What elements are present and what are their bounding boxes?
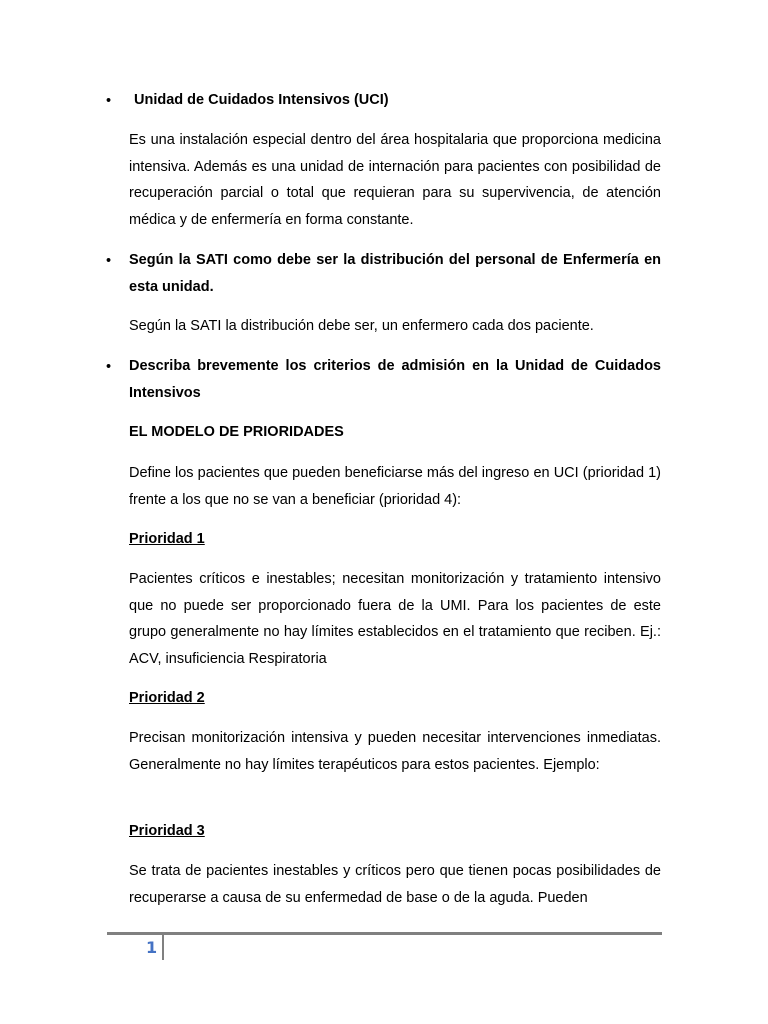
bullet-marker: • — [106, 253, 112, 269]
uci-paragraph: Es una instalación especial dentro del área hospitalaria que proporciona medicina intensiva. Además es una unidad de internación para pacientes con posibilidad de recuperación parcial o total que requieran para su supervivencia, de atención médica y de enfermería en forma constante. — [129, 132, 661, 228]
prioridad-2-paragraph: Precisan monitorización intensiva y pueden necesitar intervenciones inmediatas. Generalmente no hay límites terapéuticos para estos pacientes. Ejemplo: — [129, 730, 661, 773]
prioridad-3-heading: Prioridad 3 — [129, 823, 205, 839]
page-number: 1 — [146, 938, 158, 957]
prioridad-3-paragraph: Se trata de pacientes inestables y críticos pero que tienen pocas posibilidades de recuperarse a causa de su enfermedad de base o de la aguda. Pueden — [129, 863, 661, 906]
sati-heading: Según la SATI como debe ser la distribución del personal de Enfermería en esta unidad. — [129, 252, 661, 295]
bullet-marker: • — [106, 93, 112, 109]
criterios-heading: Describa brevemente los criterios de admisión en la Unidad de Cuidados Intensivos — [129, 358, 661, 401]
modelo-heading: EL MODELO DE PRIORIDADES — [129, 424, 344, 440]
prioridad-2-heading: Prioridad 2 — [129, 690, 205, 706]
sati-paragraph: Según la SATI la distribución debe ser, un enfermero cada dos paciente. — [129, 318, 594, 334]
prioridad-1-paragraph: Pacientes críticos e inestables; necesitan monitorización y tratamiento intensivo que no puede ser proporcionado fuera de la UMI. Para los pacientes de este grupo generalmente no hay límites establecidos en el tratamiento que reciben. Ej.: ACV, insuficiencia Respiratoria — [129, 571, 661, 667]
footer-divider — [107, 932, 662, 935]
prioridad-1-heading: Prioridad 1 — [129, 531, 205, 547]
bullet-marker: • — [106, 359, 112, 375]
page-number-divider — [162, 935, 164, 960]
modelo-paragraph: Define los pacientes que pueden beneficiarse más del ingreso en UCI (prioridad 1) frente a los que no se van a beneficiar (prioridad 4): — [129, 465, 661, 508]
uci-heading: Unidad de Cuidados Intensivos (UCI) — [134, 92, 389, 108]
